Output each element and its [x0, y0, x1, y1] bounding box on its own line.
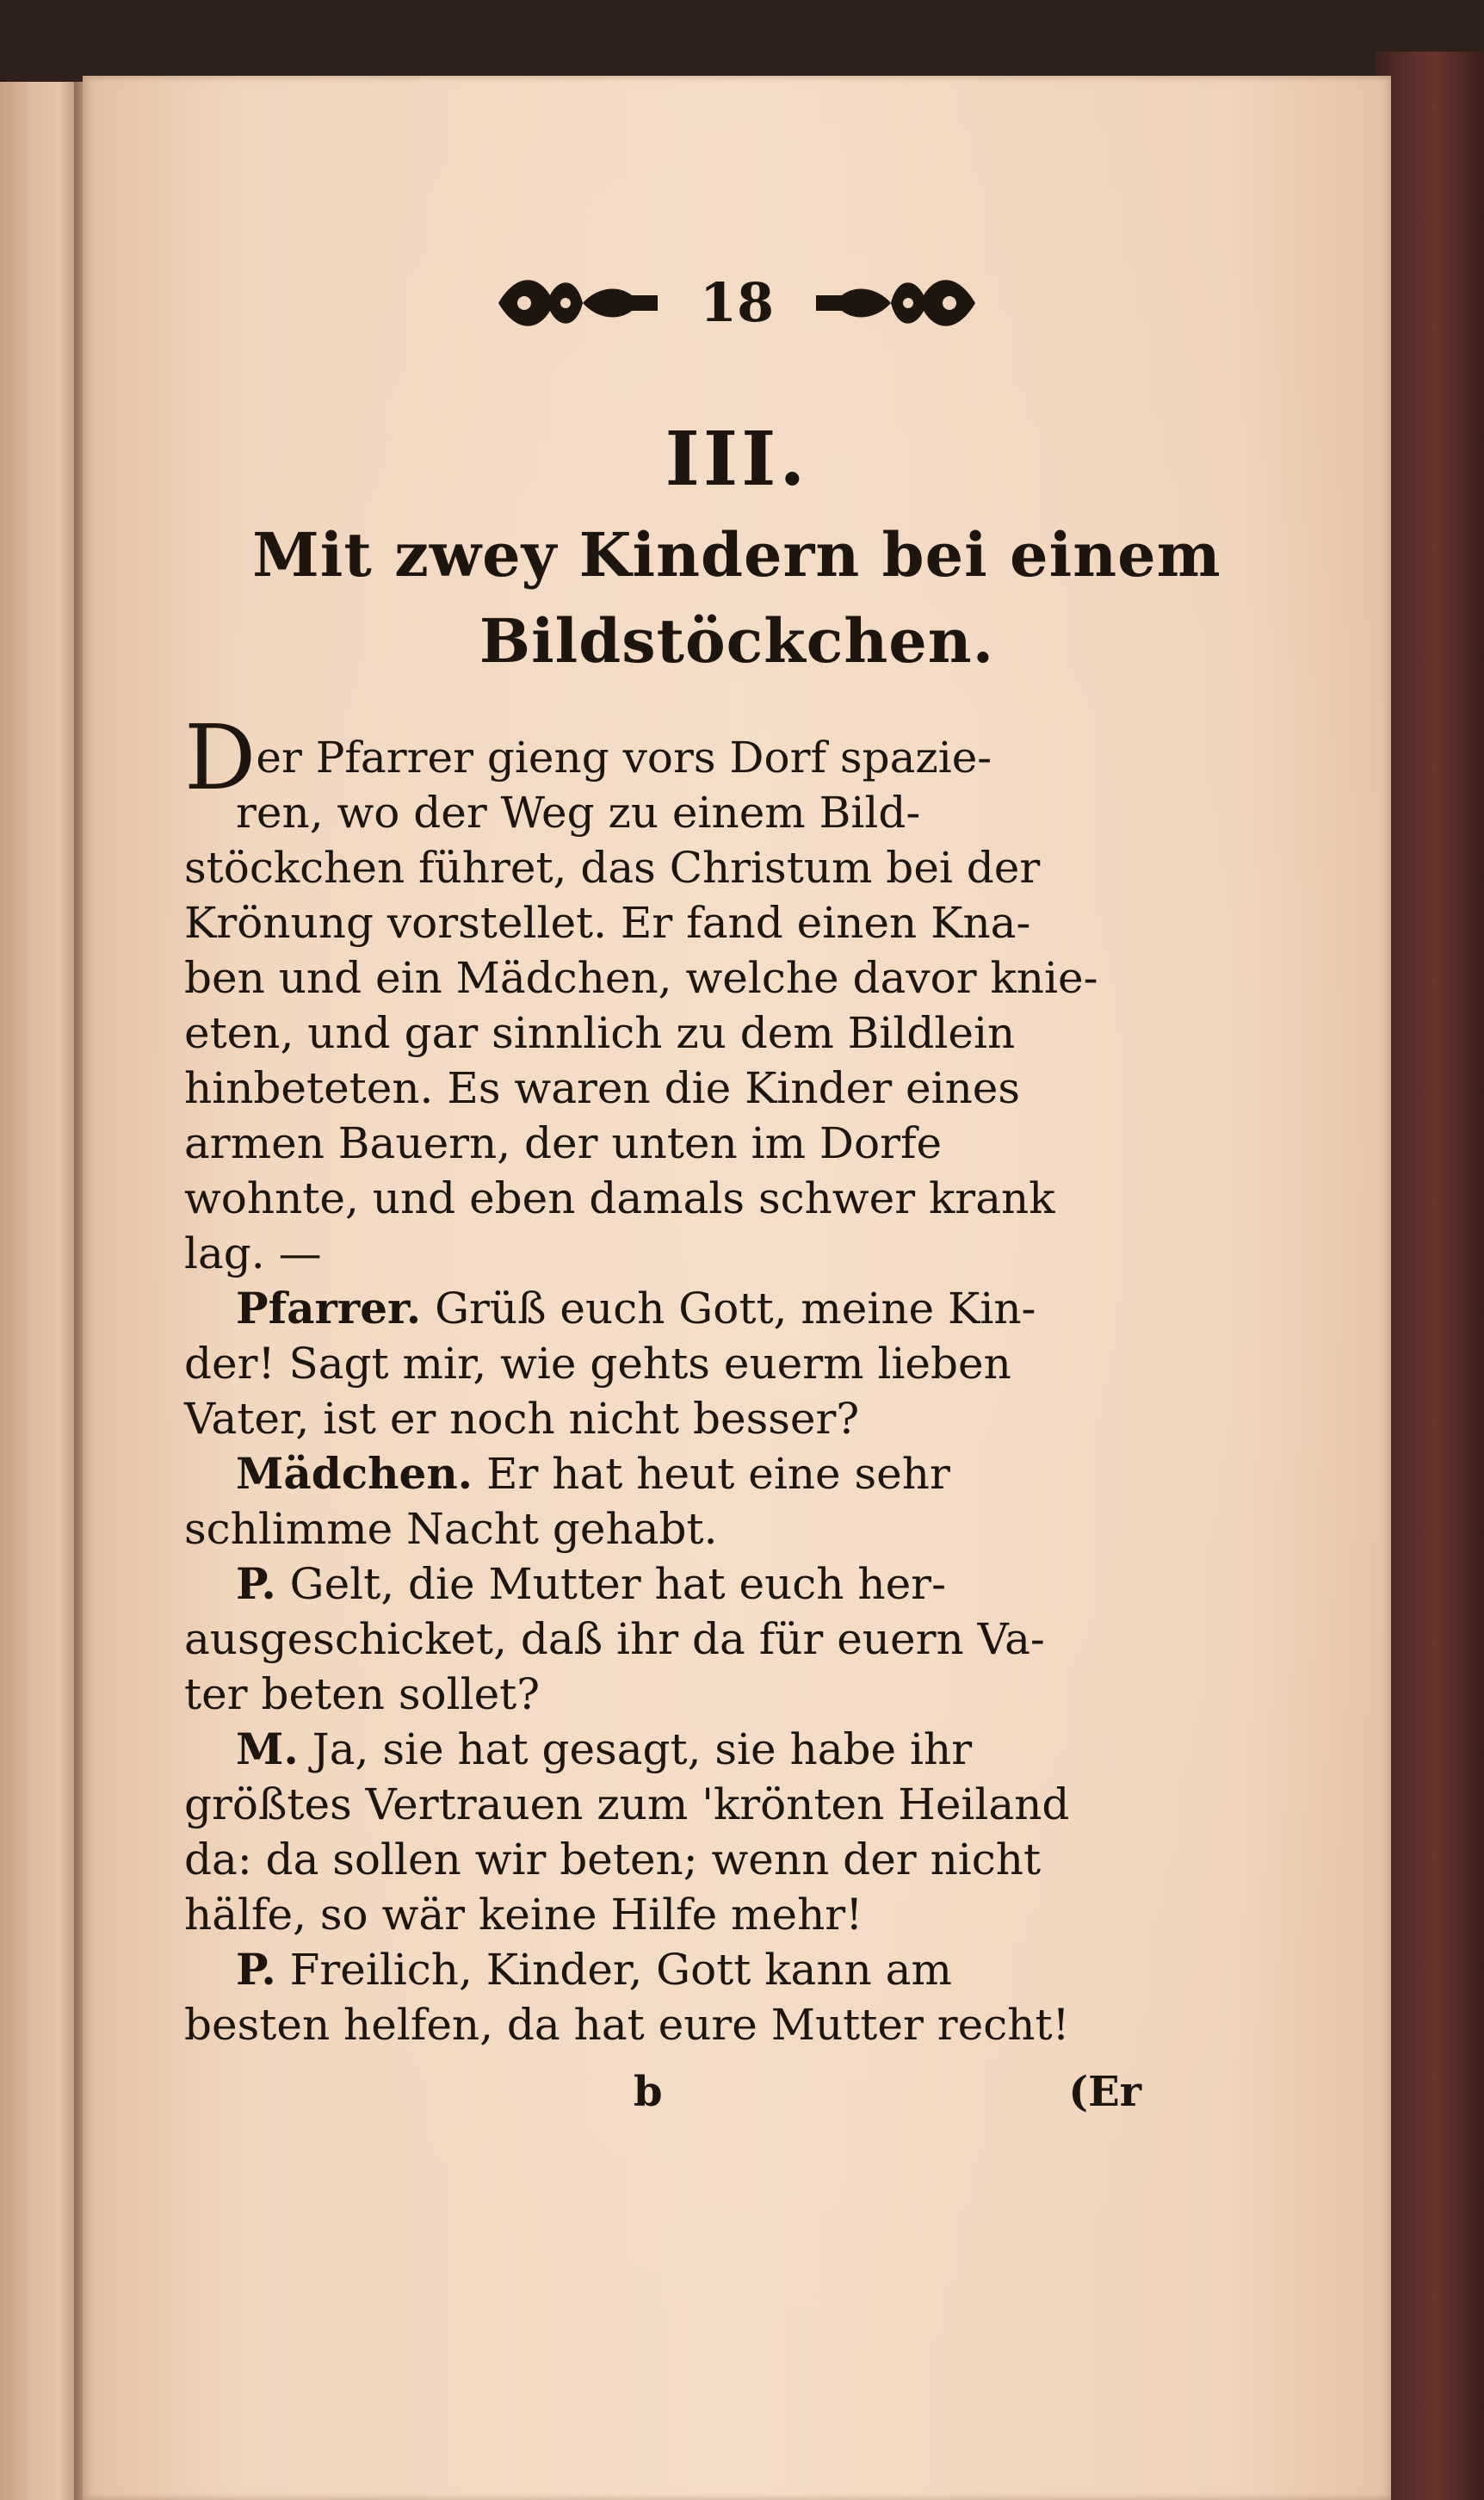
dialogue-line — [184, 1336, 1153, 1391]
body-line-text: hinbeteten. Es waren die Kinder eines — [184, 1063, 1021, 1113]
body-line — [184, 1226, 1153, 1281]
dialogue-text: der! Sagt mir, wie gehts euerm lieben — [184, 1339, 1011, 1389]
dialogue-line — [184, 1667, 1153, 1722]
speaker-label: Pfarrer. — [236, 1283, 422, 1334]
book-cover-edge — [1376, 52, 1484, 2500]
book-page — [83, 76, 1391, 2500]
body-line-text: Krönung vorstellet. Er fand einen Kna- — [184, 898, 1031, 948]
page-body-text — [184, 705, 1153, 2052]
body-line — [184, 1061, 1153, 1116]
dialogue-line — [184, 1501, 1153, 1556]
dialogue-line — [184, 1997, 1153, 2052]
body-line — [184, 895, 1153, 950]
dialogue-text: Ja, sie hat gesagt, sie habe ihr — [312, 1724, 973, 1774]
dialogue-line — [184, 1556, 1153, 1612]
drop-cap: D — [184, 705, 257, 810]
dialogue-line — [184, 1942, 1153, 1997]
dialogue-text: Er hat heut eine sehr — [485, 1449, 950, 1499]
body-line — [184, 950, 1153, 1006]
dialogue-text: schlimme Nacht gehabt. — [184, 1504, 718, 1554]
body-line-text: eten, und gar sinnlich zu dem Bildlein — [184, 1008, 1016, 1058]
dialogue-line — [184, 1612, 1153, 1667]
right-ornament-icon — [812, 269, 984, 337]
body-line — [184, 1116, 1153, 1171]
left-ornament-icon — [490, 269, 662, 337]
left-page-edge — [0, 82, 79, 2500]
speaker-label: M. — [236, 1723, 299, 1774]
body-line-text: ren, wo der Weg zu einem Bild- — [236, 788, 921, 838]
dialogue-text: da: da sollen wir beten; wenn der nicht — [184, 1835, 1042, 1884]
speaker-label: Mädchen. — [236, 1448, 473, 1499]
body-line-text: wohnte, und eben damals schwer krank — [184, 1173, 1055, 1223]
dialogue-text: Freilich, Kinder, Gott kann am — [289, 1945, 952, 1995]
body-line — [184, 705, 1153, 810]
page-footer — [634, 2068, 1141, 2116]
dialogue-text: ausgeschicket, daß ihr da für euern Va- — [184, 1614, 1045, 1664]
dialogue-text: besten helfen, da hat eure Mutter recht! — [184, 2000, 1070, 2050]
dialogue-text: Grüß euch Gott, meine Kin- — [435, 1284, 1036, 1334]
body-line — [184, 785, 1153, 840]
dialogue-line — [184, 1281, 1153, 1336]
page-header — [83, 269, 1391, 337]
page-number: 18 — [699, 271, 775, 334]
body-line-text: er Pfarrer gieng vors Dorf spazie- — [256, 733, 992, 783]
dialogue-line — [184, 1777, 1153, 1832]
body-line-text: ben und ein Mädchen, welche davor knie- — [184, 953, 1098, 1003]
dialogue-text: Gelt, die Mutter hat euch her- — [289, 1559, 946, 1609]
body-line-text: lag. — — [184, 1228, 322, 1278]
dialogue-line — [184, 1391, 1153, 1446]
chapter-title-line-2: Bildstöckchen. — [479, 605, 995, 677]
dialogue-text: Vater, ist er noch nicht besser? — [184, 1394, 860, 1444]
dialogue-text: hälfe, so wär keine Hilfe mehr! — [184, 1890, 863, 1940]
dialogue-line — [184, 1446, 1153, 1501]
chapter-title-line-1: Mit zwey Kindern bei einem — [252, 519, 1221, 591]
dialogue-text: ter beten sollet? — [184, 1669, 541, 1719]
dialogue-line — [184, 1832, 1153, 1887]
body-line — [184, 1006, 1153, 1061]
speaker-label: P. — [236, 1558, 276, 1609]
dialogue-line — [184, 1722, 1153, 1777]
body-line — [184, 1171, 1153, 1226]
body-line-text: stöckchen führet, das Christum bei der — [184, 843, 1041, 893]
dialogue-text: größtes Vertrauen zum 'krönten Heiland — [184, 1779, 1070, 1829]
catchword: (Er — [1068, 2068, 1141, 2116]
chapter-number: III. — [665, 416, 809, 503]
dialogue-line — [184, 1887, 1153, 1942]
speaker-label: P. — [236, 1944, 276, 1995]
body-line — [184, 840, 1153, 895]
signature-mark: b — [634, 2068, 663, 2116]
body-line-text: armen Bauern, der unten im Dorfe — [184, 1118, 943, 1168]
